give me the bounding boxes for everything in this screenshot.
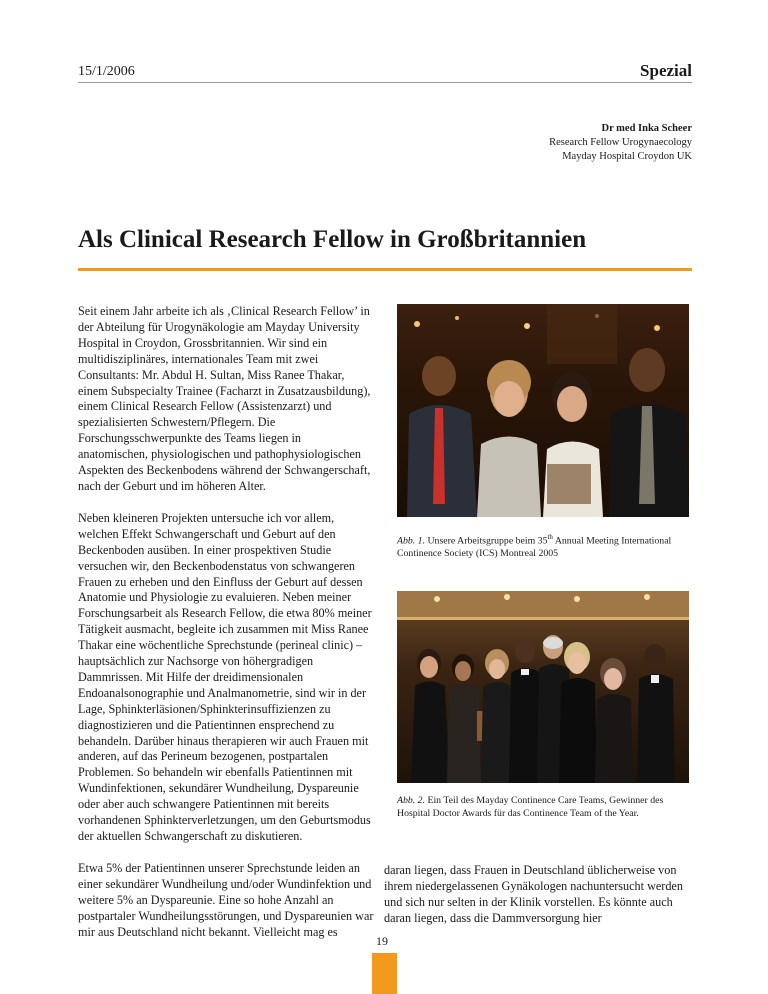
page-number: 19 bbox=[376, 934, 388, 948]
left-column bbox=[78, 304, 374, 956]
author-name: Dr med Inka Scheer bbox=[601, 123, 692, 134]
figure-2-photo bbox=[397, 591, 689, 783]
header-rule bbox=[78, 82, 692, 83]
figure-2-label: Abb. 2. bbox=[397, 795, 426, 806]
figure-1-caption-text-continued: Annual Meeting International Continence Society (ICS) Montreal 2005 bbox=[397, 535, 672, 559]
paragraph-continuation: daran liegen, dass Frauen in Deutschland üblicherweise von ihrem niedergelassenen Gynäkologen nachuntersucht werden und sich nur selten in der Klinik vorstellen. Es könnte auch daran liegen, dass die Dammversorgung hier bbox=[384, 863, 683, 925]
author-role: Research Fellow Urogynaecology bbox=[549, 137, 692, 148]
figure-1-photo bbox=[397, 304, 689, 517]
paragraph-2: Neben kleineren Projekten untersuche ich vor allem, welchen Effekt Schwangerschaft und Geburt auf den Beckenboden ausüben. In einer prospektiven Studie versuchen wir, den Beckenbodenstatus von schwangeren Frauen zu erheben und den Einfluss der Geburt auf dessen Anatomie und Physiologie zu evaluieren. Neben meiner Forschungsarbeit als Research Fellow, die etwa 80% meiner Tätigkeit ausmacht, begleite ich zusammen mit Miss Ranee Thakar eine wöchentliche Sprechstunde (perineal clinic) – hauptsächlich zur Nachsorge von höhergradigen Dammrissen. Mit Hilfe der dreidimensionalen Endoanalsonographie und Analmanometrie, sind wir in der Lage, Sphinkterläsionen/Sphinkterinsuffizienzen zu diagnostizieren und die Patientinnen ensprechend zu behandeln. Darüber hinaus therapieren wir auch Frauen mit anderen, auf das Perineum bezogenen, postpartalen Problemen. So behandeln wir ebenfalls Patientinnen mit Wundinfektionen, sekundärer Wundheilung, Dyspareunie oder aber auch schwangere Patientinnen mit bereits vorhandenen Sphinkterverletzungen, um den Geburtsmodus der aktuellen Schwangerschaft zu diskutieren. bbox=[78, 510, 372, 843]
author-affiliation: Mayday Hospital Croydon UK bbox=[562, 151, 692, 162]
byline bbox=[549, 122, 692, 164]
figure-1-label: Abb. 1. bbox=[397, 535, 426, 547]
figure-2-caption bbox=[397, 795, 693, 820]
article-title: Als Clinical Research Fellow in Großbritannien bbox=[78, 226, 587, 253]
header-date: 15/1/2006 bbox=[78, 64, 135, 79]
paragraph-1: Seit einem Jahr arbeite ich als ‚Clinical Research Fellow’ in der Abteilung für Urogynäkologie am Mayday University Hospital in Croydon, Grossbritannien. Wir sind ein multidisziplinäres, internationales Team mit zwei Consultants: Mr. Abdul H. Sultan, Miss Ranee Thakar, einem Subspecialty Trainee (Facharzt in Zusatzausbildung), einem Clinical Research Fellow (Assistenzarzt) und spezialisierten Schwestern/Pflegern. Die Forschungsschwerpunkte des Teams liegen in anatomischen, physiologischen und pathophysiologischen Aspekten des Beckenbodens während der Schwangerschaft, nach der Geburt und im höheren Alter. bbox=[78, 304, 371, 493]
page-number-bar bbox=[372, 953, 397, 994]
paragraph-3: Etwa 5% der Patientinnen unserer Sprechstunde leiden an einer sekundärer Wundheilung und/oder Wundinfektion und weitere 5% an Dyspareunie. Eine so hohe Anzahl an postpartaler Wundheilungsstörungen, und Dyspareunien war mir aus Deutschland nicht bekannt. Vielleicht mag es bbox=[78, 860, 374, 939]
header-section: Spezial bbox=[640, 61, 692, 80]
figure-1-caption-text: Unsere Arbeitsgruppe beim 35 bbox=[425, 535, 548, 547]
right-column-text bbox=[384, 863, 696, 927]
title-rule bbox=[78, 268, 692, 271]
figure-1-caption-superscript: th bbox=[547, 533, 553, 541]
figure-2-caption-text: Ein Teil des Mayday Continence Care Teams, Gewinner des Hospital Doctor Awards für das Continence Team of the Year. bbox=[397, 795, 664, 819]
figure-1-caption bbox=[397, 531, 693, 560]
